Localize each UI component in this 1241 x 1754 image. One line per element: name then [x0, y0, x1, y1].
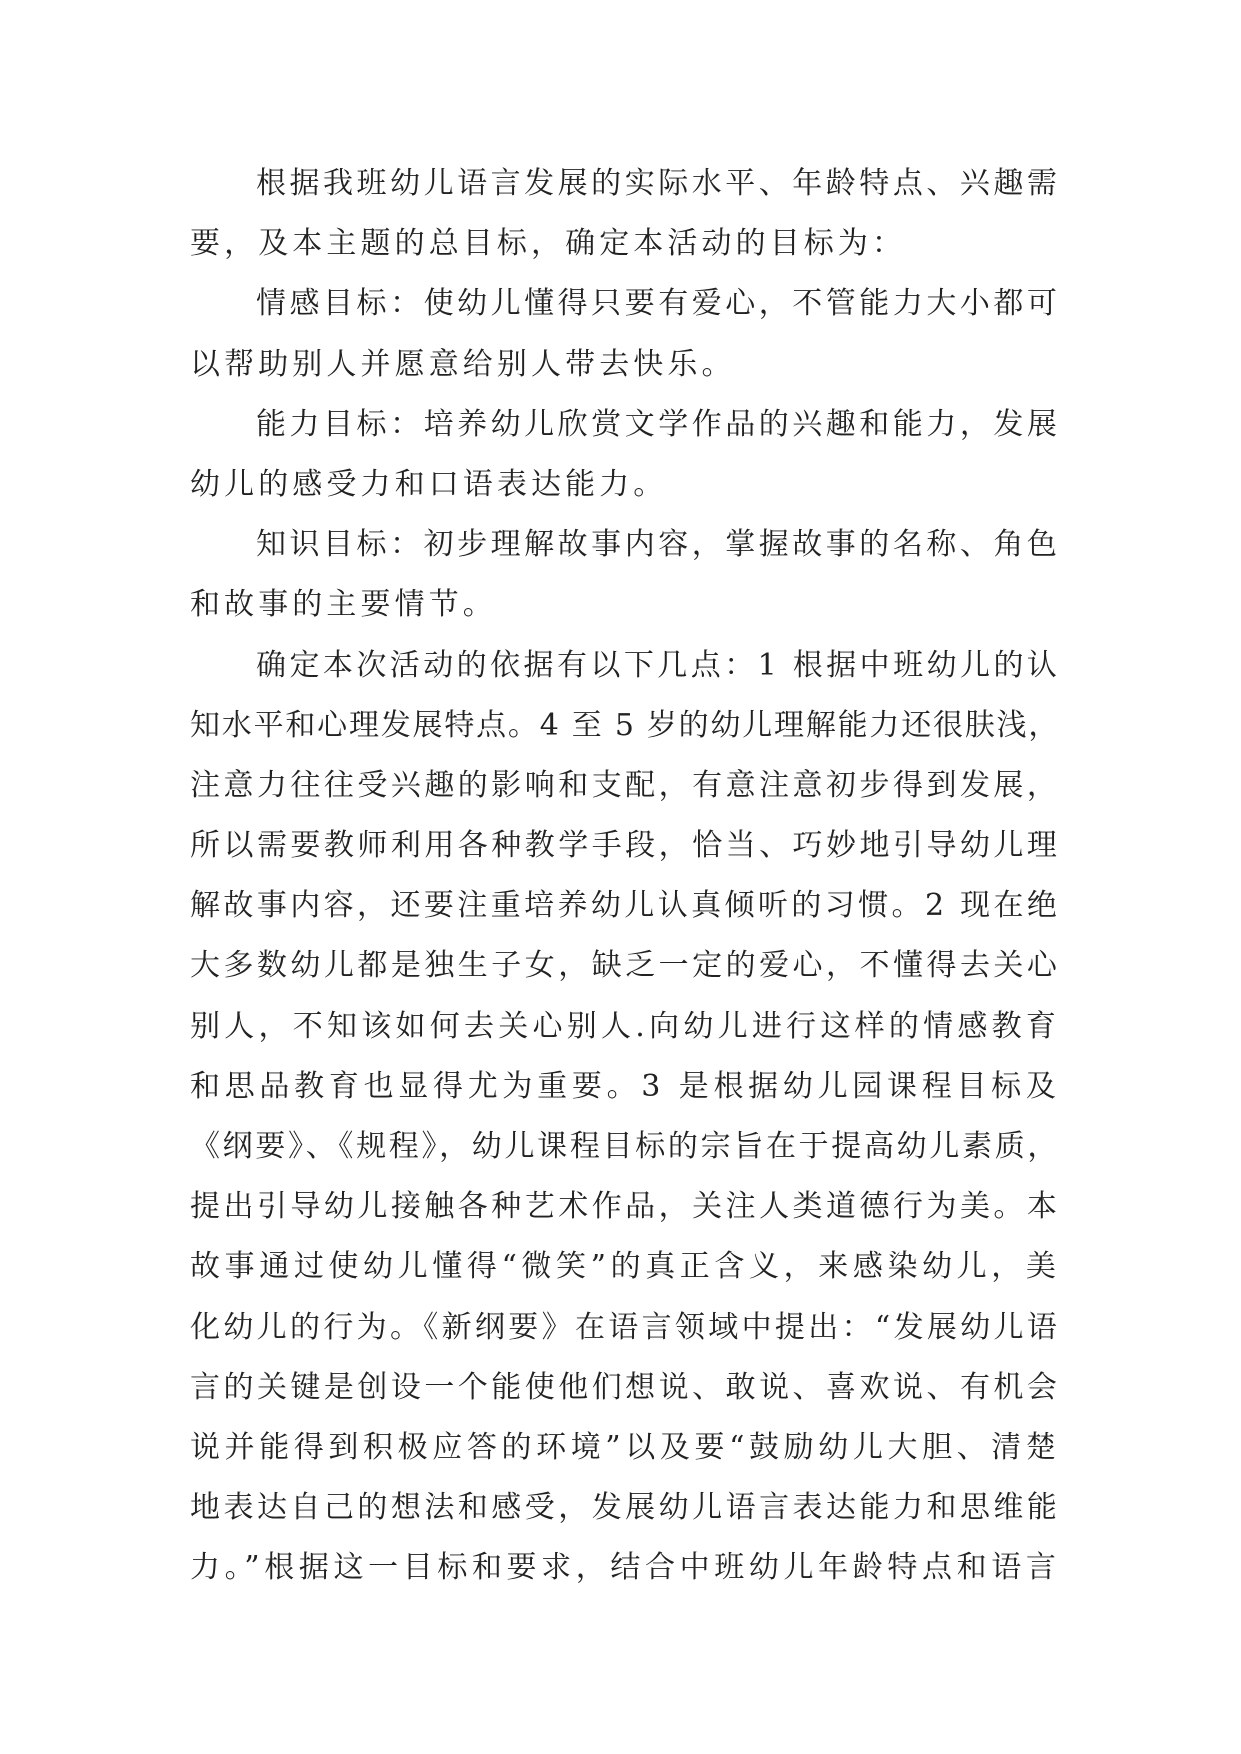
text-line: 确定本次活动的依据有以下几点：1 根据中班幼儿的认 — [256, 647, 1060, 683]
text-line: 解故事内容，还要注重培养幼儿认真倾听的习惯。2 现在绝 — [190, 888, 1060, 924]
text-line: 故事通过使幼儿懂得“微笑”的真正含义，来感染幼儿，美 — [190, 1249, 1060, 1285]
text-line: 要，及本主题的总目标，确定本活动的目标为： — [190, 226, 907, 262]
text-line: 地表达自己的想法和感受，发展幼儿语言表达能力和思维能 — [190, 1490, 1060, 1526]
text-line: 《纲要》、《规程》，幼儿课程目标的宗旨在于提高幼儿素质， — [190, 1129, 1060, 1164]
text-line: 所以需要教师利用各种教学手段，恰当、巧妙地引导幼儿理 — [190, 828, 1060, 864]
text-line: 注意力往往受兴趣的影响和支配，有意注意初步得到发展， — [190, 767, 1060, 803]
text-line: 别人，不知该如何去关心别人.向幼儿进行这样的情感教育 — [190, 1008, 1060, 1044]
text-line: 说并能得到积极应答的环境”以及要“鼓励幼儿大胆、清楚 — [190, 1429, 1060, 1465]
text-line: 言的关键是创设一个能使他们想说、敢说、喜欢说、有机会 — [190, 1369, 1060, 1405]
text-line: 和思品教育也显得尤为重要。3 是根据幼儿园课程目标及 — [190, 1068, 1060, 1104]
document-body — [190, 154, 1060, 1599]
text-line: 知识目标：初步理解故事内容，掌握故事的名称、角色 — [256, 527, 1060, 563]
text-line: 能力目标：培养幼儿欣赏文学作品的兴趣和能力，发展 — [256, 406, 1060, 442]
text-line: 提出引导幼儿接触各种艺术作品，关注人类道德行为美。本 — [190, 1189, 1060, 1225]
text-line: 情感目标：使幼儿懂得只要有爱心，不管能力大小都可 — [256, 286, 1060, 322]
text-line: 力。”根据这一目标和要求，结合中班幼儿年龄特点和语言 — [190, 1550, 1060, 1586]
text-line: 大多数幼儿都是独生子女，缺乏一定的爱心，不懂得去关心 — [190, 948, 1060, 984]
text-line: 和故事的主要情节。 — [190, 587, 497, 623]
text-line: 化幼儿的行为。《新纲要》在语言领域中提出：“发展幼儿语 — [190, 1309, 1060, 1345]
text-line: 幼儿的感受力和口语表达能力。 — [190, 466, 668, 502]
text-line: 根据我班幼儿语言发展的实际水平、年龄特点、兴趣需 — [256, 166, 1060, 201]
text-line: 知水平和心理发展特点。4 至 5 岁的幼儿理解能力还很肤浅， — [190, 707, 1060, 743]
text-line: 以帮助别人并愿意给别人带去快乐。 — [190, 346, 736, 382]
